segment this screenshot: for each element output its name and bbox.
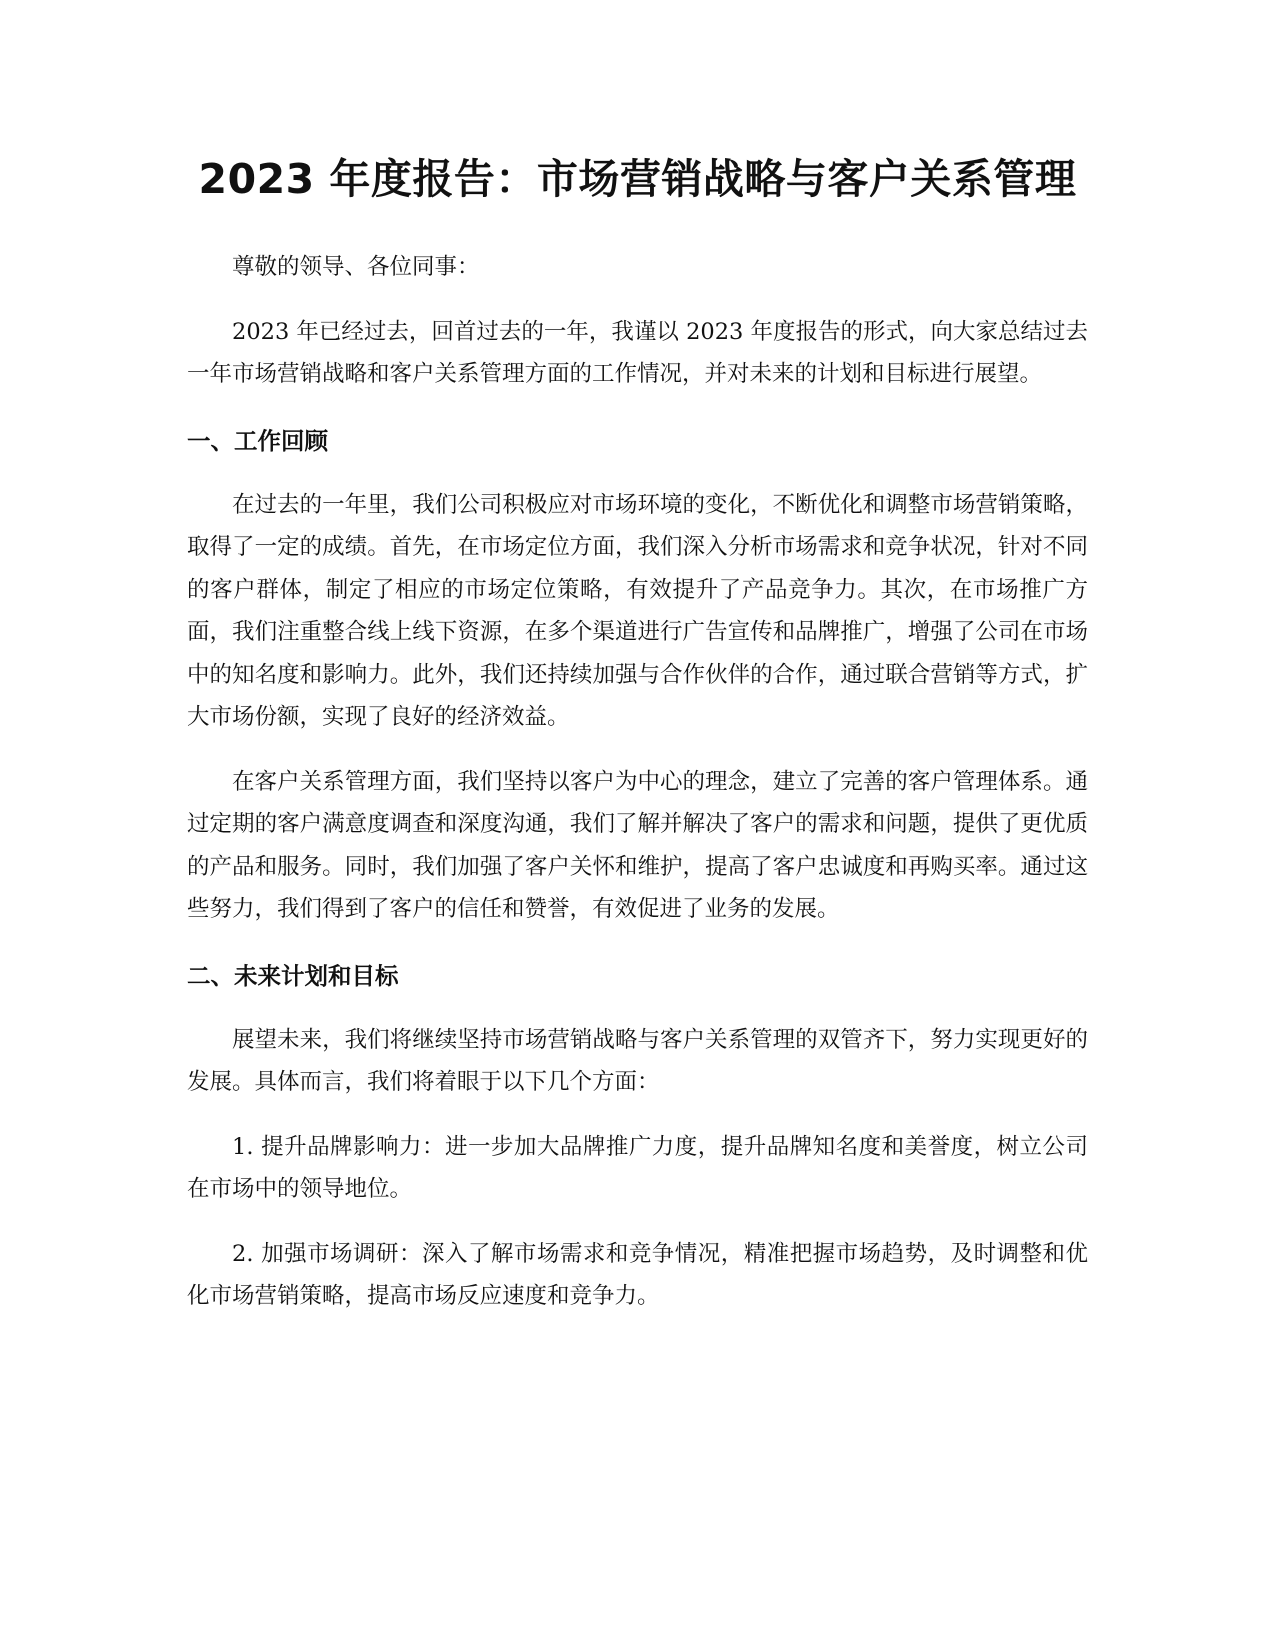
greeting-paragraph: 尊敬的领导、各位同事： — [232, 254, 480, 280]
plan-list-item: 1. 提升品牌影响力：进一步加大品牌推广力度，提升品牌知名度和美誉度，树立公司在市场中的领导地位。 — [187, 1133, 1088, 1202]
document-page — [187, 0, 1088, 1650]
intro-paragraph: 2023 年已经过去，回首过去的一年，我谨以 2023 年度报告的形式，向大家总结过去一年市场营销战略和客户关系管理方面的工作情况，并对未来的计划和目标进行展望。 — [187, 318, 1088, 387]
section-heading-plan: 二、未来计划和目标 — [187, 961, 399, 990]
review-paragraph-marketing: 在过去的一年里，我们公司积极应对市场环境的变化，不断优化和调整市场营销策略，取得了一定的成绩。首先，在市场定位方面，我们深入分析市场需求和竞争状况，针对不同的客户群体，制定了相应的市场定位策略，有效提升了产品竞争力。其次，在市场推广方面，我们注重整合线上线下资源，在多个渠道进行广告宣传和品牌推广，增强了公司在市场中的知名度和影响力。此外，我们还持续加强与合作伙伴的合作，通过联合营销等方式，扩大市场份额，实现了良好的经济效益。 — [187, 491, 1088, 730]
plan-list-item: 2. 加强市场调研：深入了解市场需求和竞争情况，精准把握市场趋势，及时调整和优化市场营销策略，提高市场反应速度和竞争力。 — [187, 1240, 1088, 1309]
plan-intro-paragraph: 展望未来，我们将继续坚持市场营销战略与客户关系管理的双管齐下，努力实现更好的发展。具体而言，我们将着眼于以下几个方面： — [187, 1026, 1088, 1095]
review-paragraph-crm: 在客户关系管理方面，我们坚持以客户为中心的理念，建立了完善的客户管理体系。通过定期的客户满意度调查和深度沟通，我们了解并解决了客户的需求和问题，提供了更优质的产品和服务。同时，我们加强了客户关怀和维护，提高了客户忠诚度和再购买率。通过这些努力，我们得到了客户的信任和赞誉，有效促进了业务的发展。 — [187, 768, 1088, 922]
section-heading-review: 一、工作回顾 — [187, 426, 328, 455]
document-title: 2023 年度报告：市场营销战略与客户关系管理 — [198, 155, 1077, 203]
